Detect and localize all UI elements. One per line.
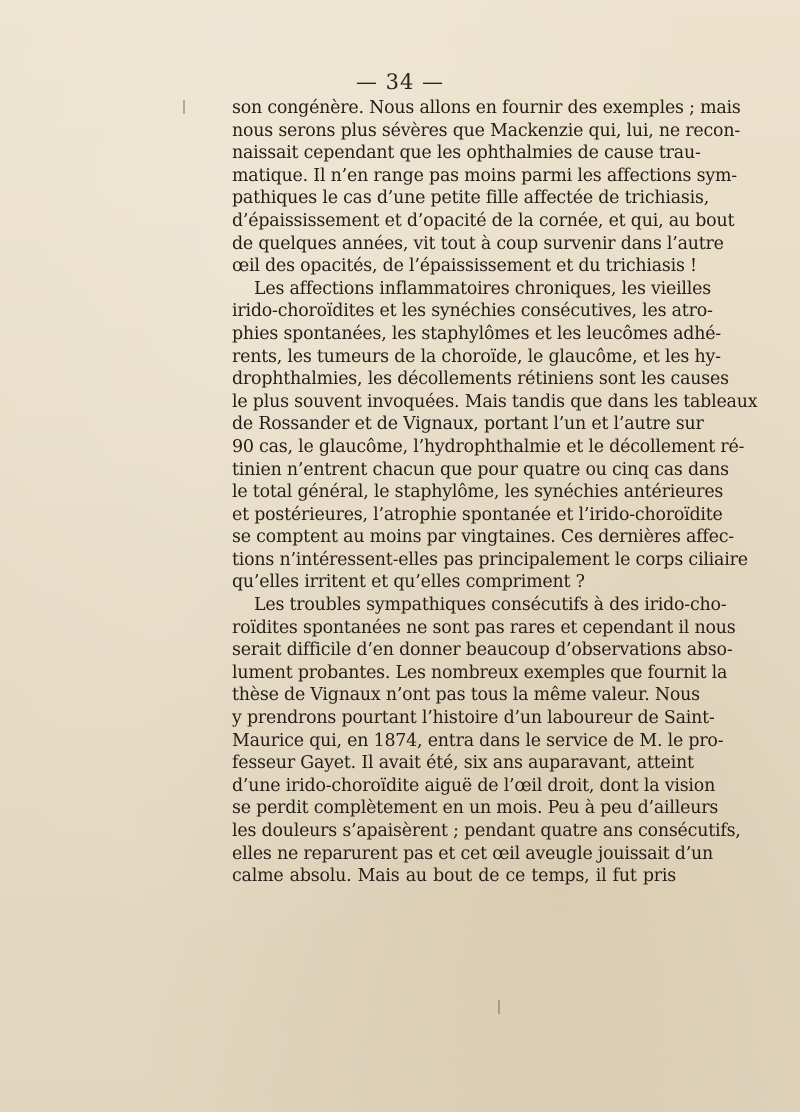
text-line: naissait cependant que les ophthalmies de cause trau-: [232, 143, 701, 164]
text-line: se perdit complètement en un mois. Peu à peu d’ailleurs: [232, 798, 719, 819]
text-line: de quelques années, vit tout à coup survenir dans l’autre: [232, 233, 724, 254]
body-text: [232, 97, 758, 888]
margin-mark: [498, 1000, 500, 1014]
text-line: y prendrons pourtant l’histoire d’un laboureur de Saint-: [232, 708, 715, 729]
text-line: elles ne reparurent pas et cet œil aveugle jouissait d’un: [232, 843, 714, 864]
text-line: thèse de Vignaux n’ont pas tous la même valeur. Nous: [232, 685, 700, 706]
text-line: Les troubles sympathiques consécutifs à des irido-cho-: [254, 595, 727, 616]
text-line: son congénère. Nous allons en fournir des exemples ; mais: [232, 98, 741, 118]
text-line: le plus souvent invoquées. Mais tandis que dans les tableaux: [232, 391, 758, 412]
text-line: tinien n’entrent chacun que pour quatre ou cinq cas dans: [232, 459, 729, 480]
text-line: qu’elles irritent et qu’elles compriment ?: [232, 572, 585, 593]
text-line: drophthalmies, les décollements rétiniens sont les causes: [232, 369, 729, 390]
text-line: se comptent au moins par vingtaines. Ces dernières affec-: [232, 527, 734, 548]
text-line: phies spontanées, les staphylômes et les leucômes adhé-: [232, 323, 721, 344]
text-line: le total général, le staphylôme, les synéchies antérieures: [232, 482, 724, 503]
text-line: et postérieures, l’atrophie spontanée et l’irido-choroïdite: [232, 504, 723, 525]
text-line: d’une irido-choroïdite aiguë de l’œil droit, dont la vision: [232, 775, 716, 796]
text-line: nous serons plus sévères que Mackenzie qui, lui, ne recon-: [232, 120, 740, 141]
text-line: tions n’intéressent-elles pas principalement le corps ciliaire: [232, 549, 748, 570]
text-line: œil des opacités, de l’épaississement et du trichiasis !: [232, 256, 697, 277]
text-line: lument probantes. Les nombreux exemples que fournit la: [232, 662, 728, 683]
text-line: pathiques le cas d’une petite fille affectée de trichiasis,: [232, 188, 710, 209]
text-line: les douleurs s’apaisèrent ; pendant quatre ans consécutifs,: [232, 821, 741, 841]
text-line: rents, les tumeurs de la choroïde, le glaucôme, et les hy-: [232, 346, 721, 367]
text-line: 90 cas, le glaucôme, l’hydrophthalmie et le décollement ré-: [232, 436, 745, 457]
page-number: — 34 —: [355, 70, 445, 94]
text-line: serait difficile d’en donner beaucoup d’observations abso-: [232, 640, 733, 661]
text-line: fesseur Gayet. Il avait été, six ans auparavant, atteint: [232, 753, 694, 774]
text-line: roïdites spontanées ne sont pas rares et cependant il nous: [232, 617, 736, 638]
text-line: matique. Il n’en range pas moins parmi les affections sym-: [232, 165, 737, 186]
text-line: Les affections inflammatoires chroniques, les vieilles: [254, 278, 711, 299]
text-line: calme absolu. Mais au bout de ce temps, il fut pris: [232, 866, 676, 887]
text-line: irido-choroïdites et les synéchies consécutives, les atro-: [232, 301, 713, 322]
text-line: Maurice qui, en 1874, entra dans le service de M. le pro-: [232, 730, 724, 751]
text-line: d’épaississement et d’opacité de la cornée, et qui, au bout: [232, 210, 735, 231]
margin-mark: [183, 100, 185, 114]
text-line: de Rossander et de Vignaux, portant l’un et l’autre sur: [232, 414, 704, 435]
